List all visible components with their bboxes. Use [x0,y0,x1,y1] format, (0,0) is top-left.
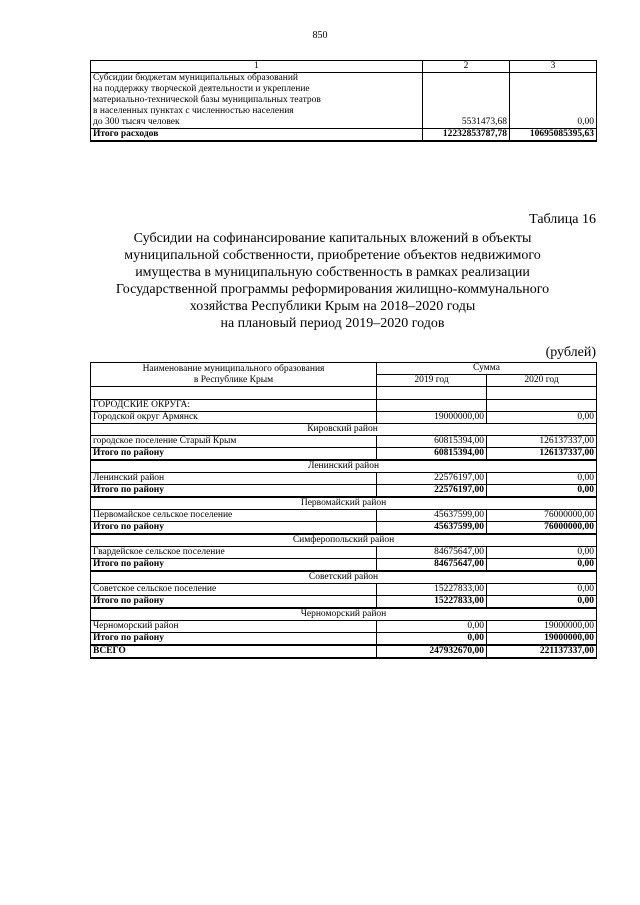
total-2020: 0,00 [487,485,597,498]
title-line: Государственной программы реформирования жилищно-коммунального [115,282,550,297]
district-total-row [91,559,597,572]
district-row [91,608,597,621]
district-row [91,571,597,584]
table-row [91,73,597,129]
value-2020: 0,00 [487,547,597,559]
total-2019: 22576197,00 [377,485,487,498]
district-total-row [91,448,597,461]
value-2020: 126137337,00 [487,436,597,448]
total-2019: 84675647,00 [377,559,487,572]
header-name-cell [91,363,377,387]
table-row [91,412,597,424]
table-row [91,510,597,522]
grand-total-label: ВСЕГО [91,645,377,658]
value-2019: 60815394,00 [377,436,487,448]
grand-total-2019: 247932670,00 [377,645,487,658]
description-line: до 300 тысяч человек [93,117,180,127]
total-label: Итого по району [91,633,377,646]
section-urban-districts: ГОРОДСКИЕ ОКРУГА: [91,400,377,412]
table-header-row [91,61,597,73]
row-name: Гвардейское сельское поселение [91,547,377,559]
title-line: Субсидии на софинансирование капитальных вложений в объекты [133,231,532,246]
title-line: муниципальной собственности, приобретение объектов недвижимого [124,248,541,263]
row-name: Первомайское сельское поселение [91,510,377,522]
grand-total-2020: 221137337,00 [487,645,597,658]
table-row [91,621,597,633]
value-2020: 0,00 [487,584,597,596]
total-2020: 76000000,00 [487,522,597,535]
row-name: Городской округ Армянск [91,412,377,424]
district-chernomor: Черноморский район [91,608,597,621]
district-row [91,534,597,547]
header-year-2020: 2020 год [487,375,597,387]
table-title [70,230,595,332]
column-number-3: 3 [510,61,597,73]
grand-total-row [91,645,597,658]
total-2019: 15227833,00 [377,596,487,609]
description-line: в населенных пунктах с численностью населения [93,106,294,116]
total-2020: 0,00 [487,559,597,572]
value-2019: 45637599,00 [377,510,487,522]
units-label: (рублей) [545,345,596,360]
value-2020: 19000000,00 [487,621,597,633]
title-line: имущества в муниципальную собственность в рамках реализации [135,265,530,280]
value-2020: 0,00 [487,412,597,424]
value-2019: 84675647,00 [377,547,487,559]
total-label: Итого по району [91,559,377,572]
district-sovet: Советский район [91,571,597,584]
column-number-2: 2 [423,61,510,73]
total-label: Итого расходов [91,129,423,142]
total-2020: 126137337,00 [487,448,597,461]
total-label: Итого по району [91,485,377,498]
total-label: Итого по району [91,596,377,609]
district-total-row [91,485,597,498]
section-row [91,400,597,412]
description-line: материально-технической базы муниципальных театров [93,95,321,105]
total-label: Итого по району [91,522,377,535]
subsidies-table [90,362,597,659]
row-name: Советское сельское поселение [91,584,377,596]
district-total-row [91,596,597,609]
value-2019: 0,00 [377,621,487,633]
expenses-table-continuation [90,60,597,142]
total-value-2: 10695085395,63 [510,129,597,142]
header-sum: Сумма [377,363,597,375]
district-pervomay: Первомайский район [91,497,597,510]
empty-row [91,387,597,400]
value-2019: 19000000,00 [377,412,487,424]
table-row [91,547,597,559]
district-row [91,497,597,510]
total-2020: 0,00 [487,596,597,609]
total-row [91,129,597,142]
value-2020: 76000000,00 [487,510,597,522]
row-name: Черноморский район [91,621,377,633]
total-2020: 19000000,00 [487,633,597,646]
column-number-1: 1 [91,61,423,73]
district-kirov: Кировский район [91,424,597,436]
table-caption: Таблица 16 [529,212,596,227]
district-row [91,424,597,436]
description-line: на поддержку творческой деятельности и укрепление [93,84,310,94]
value-2020: 0,00 [510,73,597,129]
total-2019: 60815394,00 [377,448,487,461]
row-description [91,73,423,129]
header-name-line: в Республике Крым [193,375,274,385]
title-line: на плановый период 2019–2020 годов [220,316,445,331]
district-lenin: Ленинский район [91,460,597,473]
value-2020: 0,00 [487,473,597,485]
header-name-line: Наименование муниципального образования [142,364,325,374]
row-name: городское поселение Старый Крым [91,436,377,448]
total-2019: 45637599,00 [377,522,487,535]
value-2019: 15227833,00 [377,584,487,596]
table-row [91,473,597,485]
district-total-row [91,522,597,535]
row-name: Ленинский район [91,473,377,485]
page-number: 850 [312,30,328,41]
value-2019: 5531473,68 [423,73,510,129]
description-line: Субсидии бюджетам муниципальных образований [93,73,299,83]
table-row [91,436,597,448]
total-label: Итого по району [91,448,377,461]
district-simferopol: Симферопольский район [91,534,597,547]
value-2019: 22576197,00 [377,473,487,485]
table-row [91,584,597,596]
header-year-2019: 2019 год [377,375,487,387]
total-2019: 0,00 [377,633,487,646]
total-value-1: 12232853787,78 [423,129,510,142]
header-row [91,363,597,375]
district-row [91,460,597,473]
district-total-row [91,633,597,646]
title-line: хозяйства Республики Крым на 2018–2020 годы [189,299,476,314]
